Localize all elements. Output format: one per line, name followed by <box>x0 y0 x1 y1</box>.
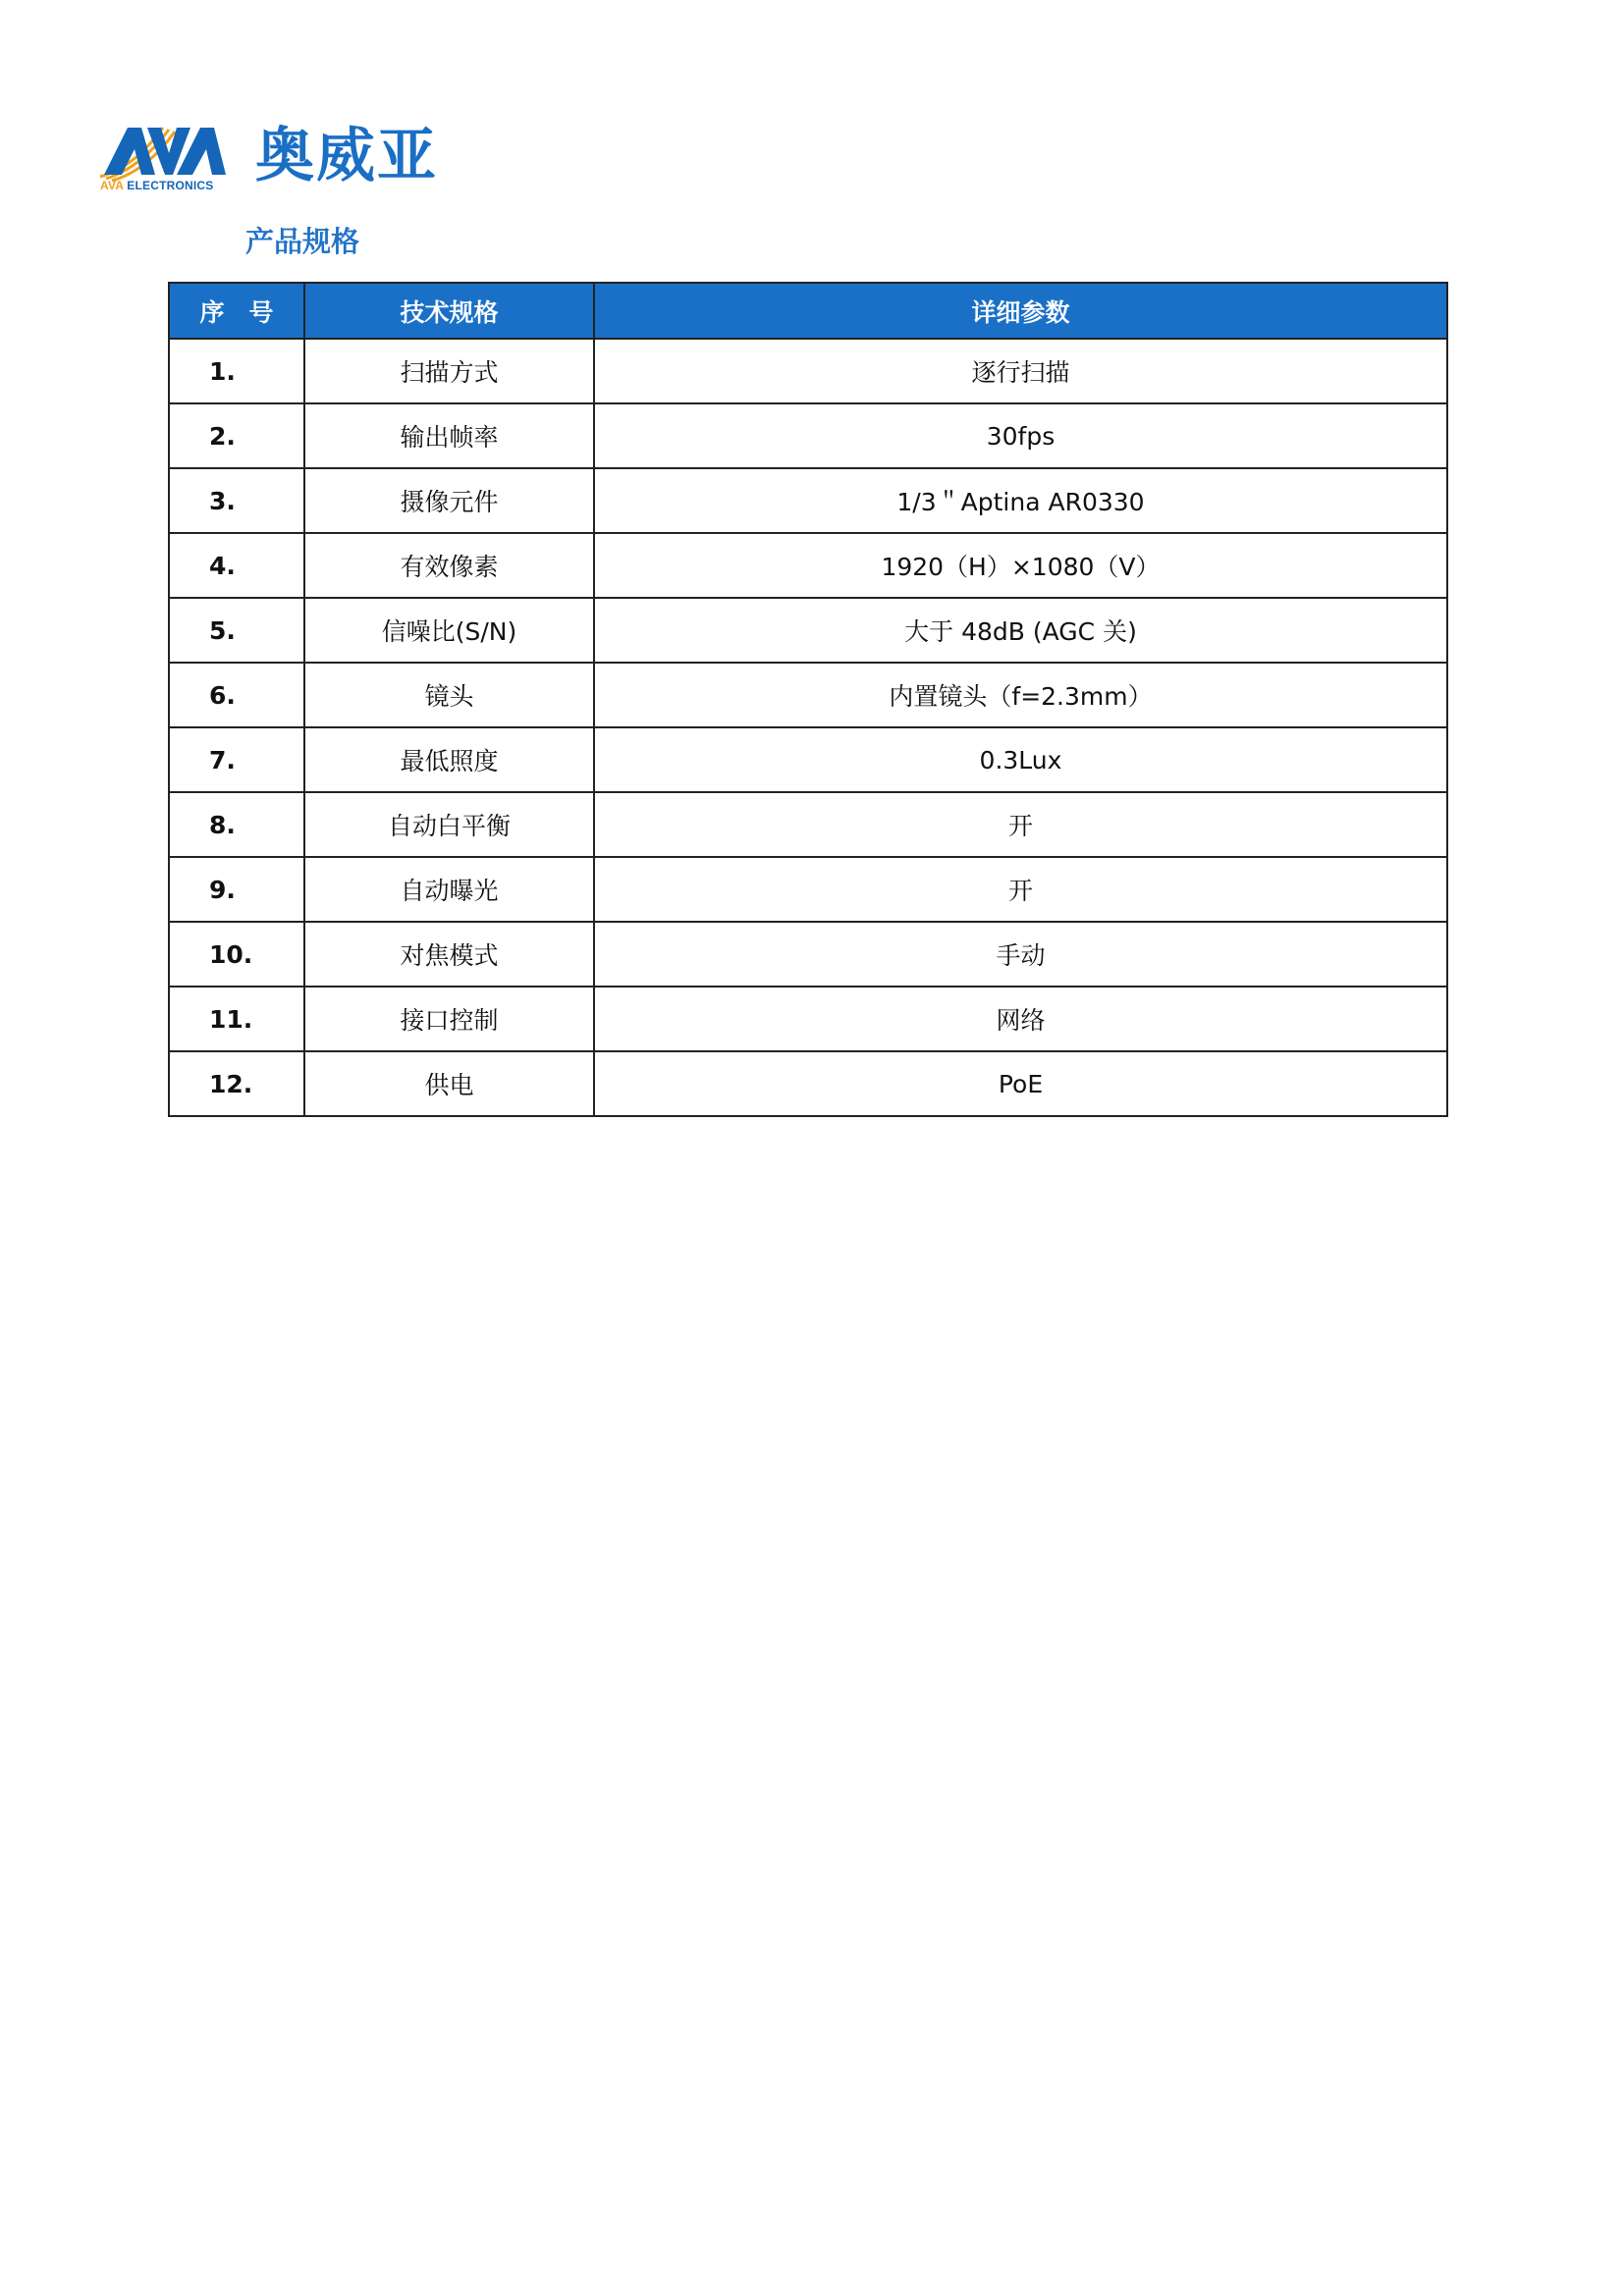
row-detail: 逐行扫描 <box>594 339 1447 403</box>
row-item: 供电 <box>304 1051 594 1116</box>
row-item: 自动白平衡 <box>304 792 594 857</box>
row-item: 扫描方式 <box>304 339 594 403</box>
table-row <box>169 727 1447 792</box>
table-row <box>169 987 1447 1051</box>
table-row <box>169 468 1447 533</box>
table-row <box>169 857 1447 922</box>
row-detail: 手动 <box>594 922 1447 987</box>
row-index: 10. <box>169 922 304 987</box>
row-detail: 开 <box>594 857 1447 922</box>
row-index: 11. <box>169 987 304 1051</box>
row-detail: 内置镜头（f=2.3mm） <box>594 663 1447 727</box>
table-row <box>169 663 1447 727</box>
row-index: 6. <box>169 663 304 727</box>
section-title: 产品规格 <box>245 225 360 258</box>
row-detail: 大于 48dB (AGC 关) <box>594 598 1447 663</box>
row-item: 有效像素 <box>304 533 594 598</box>
row-index: 5. <box>169 598 304 663</box>
table-header-row <box>169 283 1447 339</box>
row-index: 12. <box>169 1051 304 1116</box>
table-row <box>169 533 1447 598</box>
row-item: 信噪比(S/N) <box>304 598 594 663</box>
header-index: 序 号 <box>169 283 304 339</box>
row-detail: 30fps <box>594 403 1447 468</box>
company-chinese-name: 奥威亚 <box>255 122 438 190</box>
row-detail: 开 <box>594 792 1447 857</box>
row-index: 9. <box>169 857 304 922</box>
logo-subtitle: AVA ELECTRONICS <box>100 179 214 192</box>
table-row <box>169 598 1447 663</box>
row-item: 接口控制 <box>304 987 594 1051</box>
table-row <box>169 922 1447 987</box>
table-row <box>169 403 1447 468</box>
table-row <box>169 792 1447 857</box>
row-detail: PoE <box>594 1051 1447 1116</box>
row-index: 1. <box>169 339 304 403</box>
table-row <box>169 1051 1447 1116</box>
row-index: 3. <box>169 468 304 533</box>
table-row <box>169 339 1447 403</box>
row-item: 输出帧率 <box>304 403 594 468</box>
company-logo <box>98 120 471 198</box>
row-index: 8. <box>169 792 304 857</box>
row-detail: 0.3Lux <box>594 727 1447 792</box>
row-detail: 1920（H）×1080（V） <box>594 533 1447 598</box>
row-detail: 1/3＂Aptina AR0330 <box>594 468 1447 533</box>
row-item: 对焦模式 <box>304 922 594 987</box>
row-item: 自动曝光 <box>304 857 594 922</box>
row-item: 镜头 <box>304 663 594 727</box>
header-detail: 详细参数 <box>594 283 1447 339</box>
header-item: 技术规格 <box>304 283 594 339</box>
row-index: 4. <box>169 533 304 598</box>
row-index: 7. <box>169 727 304 792</box>
row-detail: 网络 <box>594 987 1447 1051</box>
row-index: 2. <box>169 403 304 468</box>
row-item: 最低照度 <box>304 727 594 792</box>
row-item: 摄像元件 <box>304 468 594 533</box>
spec-table <box>168 282 1448 1117</box>
